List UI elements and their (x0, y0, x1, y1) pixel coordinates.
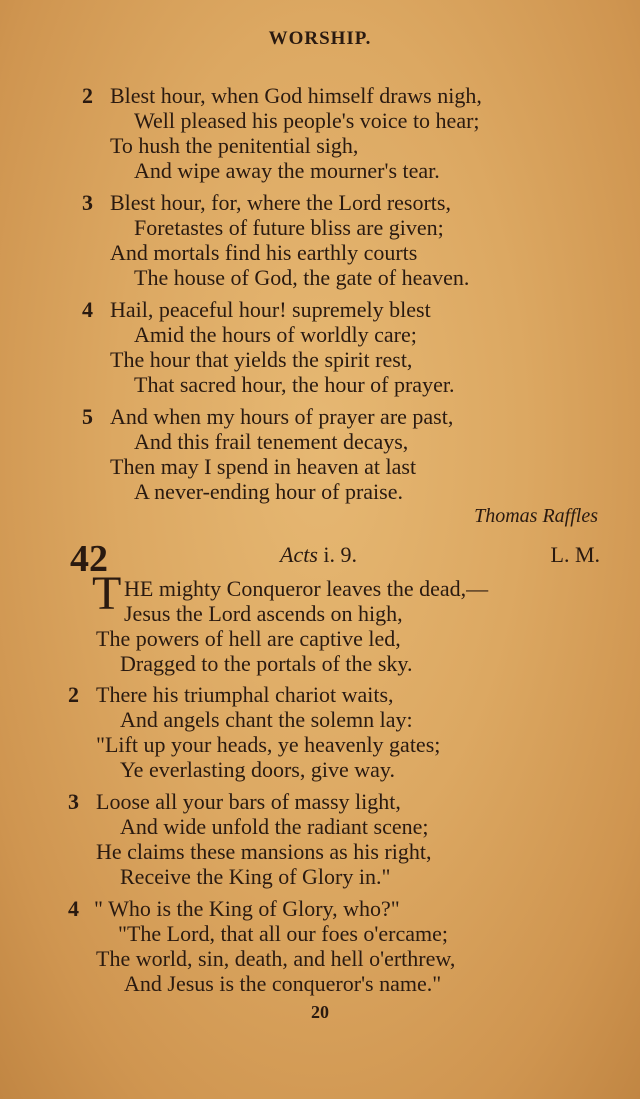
verse-line: He claims these mansions as his right, (96, 839, 432, 864)
verse-line: And wide unfold the radiant scene; (120, 814, 429, 839)
verse-line: "The Lord, that all our foes o'ercame; (118, 921, 448, 946)
verse-line: HE mighty Conqueror leaves the dead,— (124, 576, 489, 601)
verse-line: " Who is the King of Glory, who?" (94, 896, 400, 921)
stanza-number: 5 (82, 404, 93, 429)
verse-line: There his triumphal chariot waits, (96, 682, 394, 707)
stanza-number: 2 (82, 83, 93, 108)
reference-verse: i. 9. (323, 542, 358, 567)
verse-line: Foretastes of future bliss are given; (134, 215, 444, 240)
verse-line: The world, sin, death, and hell o'erthrew, (96, 946, 456, 971)
stanza-number: 3 (68, 789, 79, 814)
verse-line: Loose all your bars of massy light, (96, 789, 401, 814)
hymn-number: 42 (70, 538, 108, 580)
verse-line: To hush the penitential sigh, (110, 133, 359, 158)
verse-line: Jesus the Lord ascends on high, (124, 601, 403, 626)
page-number: 20 (311, 1002, 329, 1022)
verse-line: The powers of hell are captive led, (96, 626, 401, 651)
author-attribution: Thomas Raffles (474, 505, 598, 527)
verse-line: And Jesus is the conqueror's name." (124, 971, 442, 996)
verse-line: Then may I spend in heaven at last (110, 454, 417, 479)
verse-line: Receive the King of Glory in." (120, 864, 391, 889)
stanza-number: 3 (82, 190, 93, 215)
verse-line: And angels chant the solemn lay: (120, 707, 413, 732)
verse-line: A never-ending hour of praise. (134, 479, 403, 504)
hymn-meter: L. M. (550, 542, 600, 567)
verse-line: Dragged to the portals of the sky. (120, 651, 413, 676)
verse-line: And when my hours of prayer are past, (110, 404, 454, 429)
drop-cap: T (92, 567, 122, 620)
verse-line: That sacred hour, the hour of prayer. (134, 372, 455, 397)
verse-line: The hour that yields the spirit rest, (110, 347, 413, 372)
verse-line: "Lift up your heads, ye heavenly gates; (96, 732, 441, 757)
verse-line: Amid the hours of worldly care; (134, 322, 417, 347)
verse-line: Blest hour, for, where the Lord resorts, (110, 190, 451, 215)
scripture-reference (280, 542, 357, 568)
verse-line: The house of God, the gate of heaven. (134, 265, 470, 290)
verse-line: Hail, peaceful hour! supremely blest (110, 297, 431, 322)
stanza-number: 4 (68, 896, 79, 921)
reference-book: Acts (280, 542, 318, 567)
stanza-number: 2 (68, 682, 79, 707)
verse-line: Ye everlasting doors, give way. (120, 757, 395, 782)
verse-line: And wipe away the mourner's tear. (134, 158, 440, 183)
verse-line: Blest hour, when God himself draws nigh, (110, 83, 482, 108)
stanza-number: 4 (82, 297, 93, 322)
verse-line: Well pleased his people's voice to hear; (134, 108, 480, 133)
running-header: WORSHIP. (268, 28, 372, 49)
verse-line: And mortals find his earthly courts (110, 240, 418, 265)
verse-line: And this frail tenement decays, (134, 429, 409, 454)
